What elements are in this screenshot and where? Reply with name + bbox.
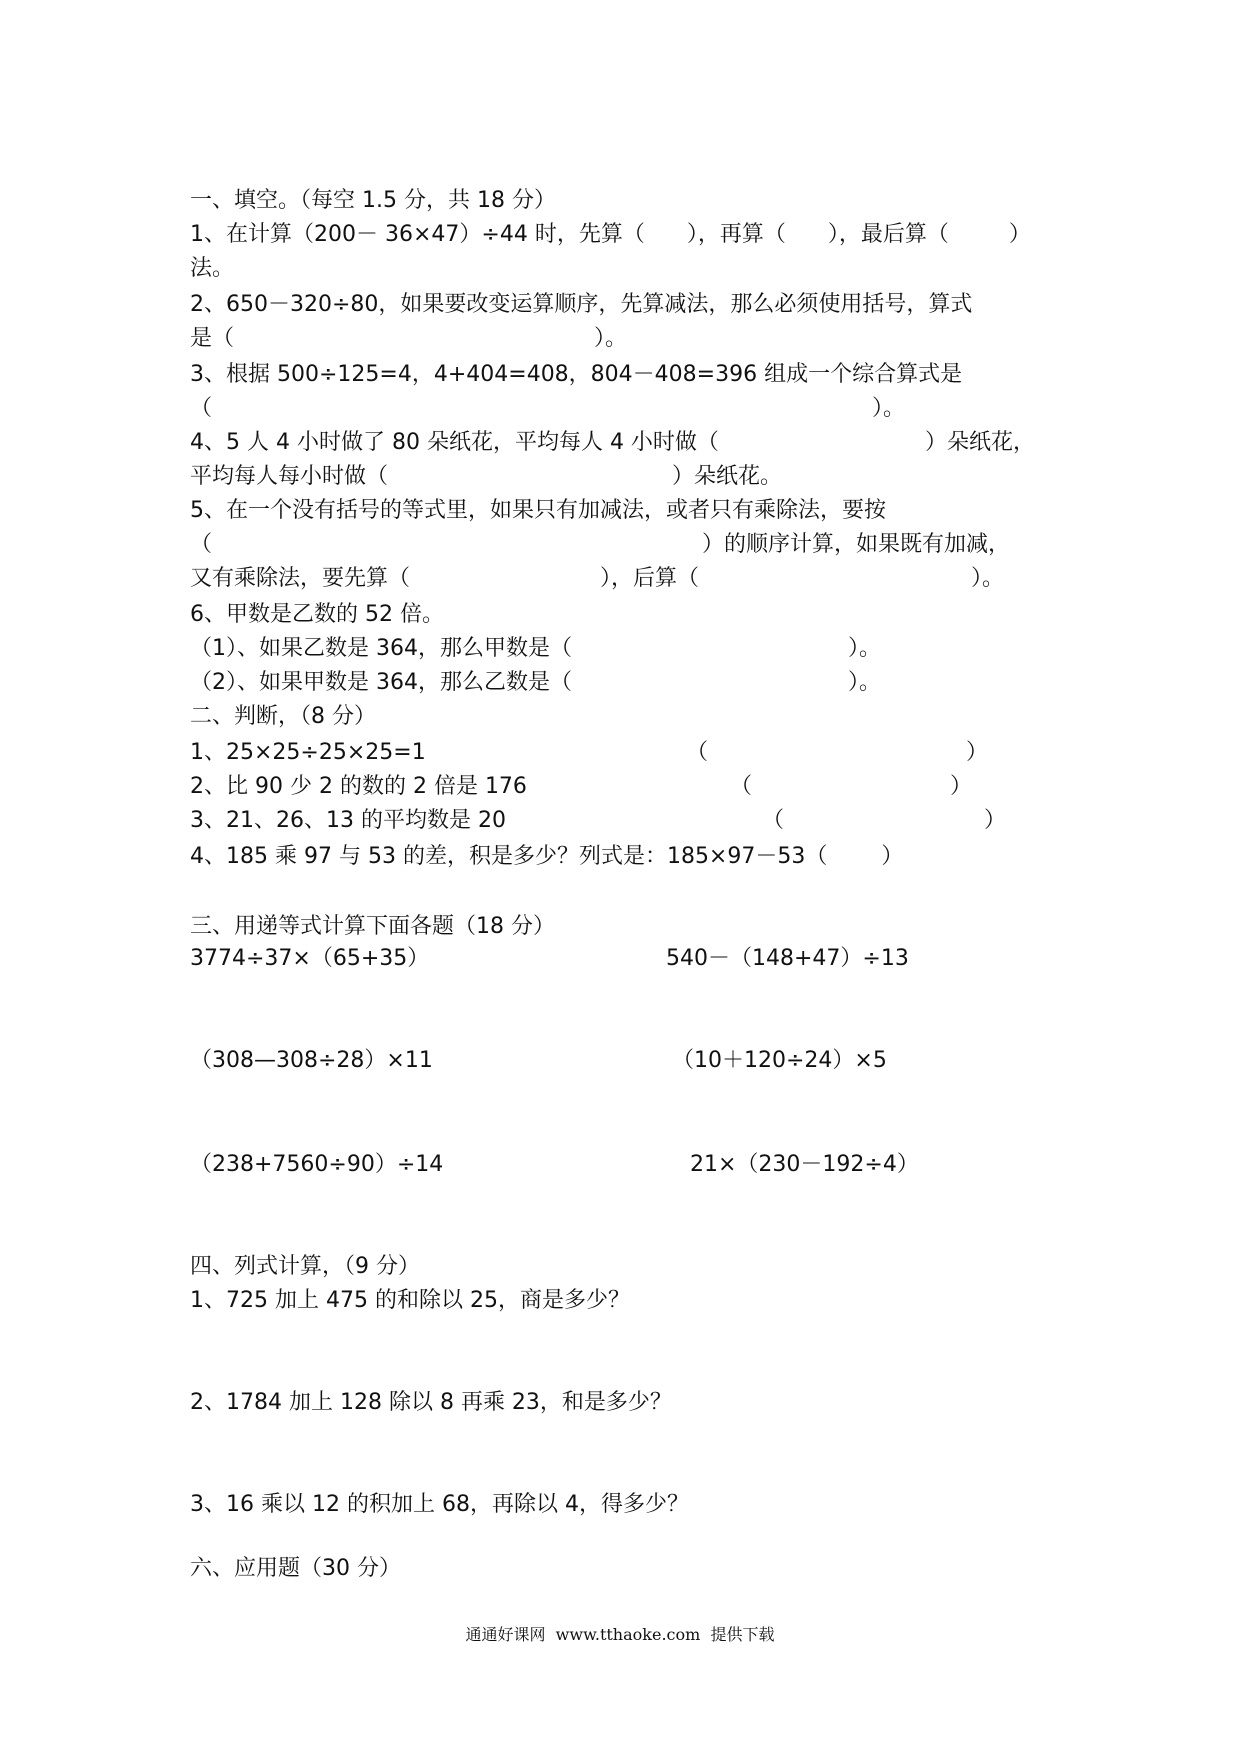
judge-item-2-close: ） <box>950 774 973 799</box>
list-calc-3: 3、16 乘以 12 的积加上 68，再除以 4，得多少？ <box>190 1492 689 1517</box>
q4-part-b: ）朵纸花， <box>924 430 1035 455</box>
q1-part-d: ） <box>1008 222 1031 247</box>
q1-line <box>190 220 1031 250</box>
judge-item-4-close: ） <box>881 844 904 869</box>
calc-problem-4: （10＋120÷24）×5 <box>672 1048 887 1073</box>
q4-part-a: 4、5 人 4 小时做了 80 朵纸花，平均每人 4 小时做（ <box>190 430 719 455</box>
q3-part-c: ）。 <box>872 396 906 421</box>
q4-part-c: 平均每人每小时做（ <box>190 464 389 489</box>
q1-part-c: ），最后算（ <box>827 222 949 247</box>
q1-part-b: ），再算（ <box>686 222 786 247</box>
calc-problem-3: （308—308÷28）×11 <box>190 1048 433 1073</box>
q5-line: 5、在一个没有括号的等式里，如果只有加减法，或者只有乘除法，要按 <box>190 498 886 523</box>
q6-sub-2-text: （2）、如果甲数是 364，那么乙数是（ <box>190 670 572 695</box>
q4-line-2 <box>190 462 782 492</box>
q2-part-c: ）。 <box>594 326 628 351</box>
q4-line <box>190 428 1035 458</box>
list-calc-2: 2、1784 加上 128 除以 8 再乘 23，和是多少？ <box>190 1390 672 1415</box>
q5-part-e: ），后算（ <box>600 566 700 591</box>
q2-line-2 <box>190 324 627 354</box>
judge-item-2: 2、比 90 少 2 的数的 2 倍是 176 <box>190 774 527 799</box>
judge-item-4-text: 4、185 乘 97 与 53 的差，积是多少？列式是：185×97－53（ <box>190 844 828 869</box>
judge-item-1-close: ） <box>966 740 989 765</box>
calc-problem-6: 21×（230－192÷4） <box>690 1152 919 1177</box>
q5-part-d: 又有乘除法，要先算（ <box>190 566 411 591</box>
q3-line: 3、根据 500÷125=4，4+404=408，804－408=396 组成一个综合算式是 <box>190 362 963 387</box>
q4-part-d: ）朵纸花。 <box>672 464 783 489</box>
list-calc-1: 1、725 加上 475 的和除以 25，商是多少？ <box>190 1288 630 1313</box>
judge-item-3-close: ） <box>984 808 1007 833</box>
judge-item-1: 1、25×25÷25×25=1 <box>190 740 426 765</box>
section-3-title: 三、用递等式计算下面各题（18 分） <box>190 914 555 939</box>
q5-part-f: ）。 <box>971 566 1005 591</box>
q1-line-2: 法。 <box>190 256 235 281</box>
calc-problem-1: 3774÷37×（65+35） <box>190 946 430 971</box>
section-2-title: 二、判断，（8 分） <box>190 704 376 729</box>
judge-item-3-open: （ <box>762 808 785 833</box>
q5-line-3 <box>190 564 1004 594</box>
judge-item-4 <box>190 842 903 872</box>
q5-line-2 <box>190 530 1010 560</box>
q2-line: 2、650－320÷80，如果要改变运算顺序，先算减法，那么必须使用括号，算式 <box>190 292 973 317</box>
calc-problem-2: 540－（148+47）÷13 <box>666 946 909 971</box>
q2-part-b: 是（ <box>190 326 235 351</box>
page-footer: 通通好课网 www.tthaoke.com 提供下载 <box>465 1625 775 1644</box>
q6-sub-1-text: （1）、如果乙数是 364，那么甲数是（ <box>190 636 572 661</box>
judge-item-1-open: （ <box>686 740 709 765</box>
section-6-title: 六、应用题（30 分） <box>190 1556 401 1581</box>
calc-problem-5: （238+7560÷90）÷14 <box>190 1152 444 1177</box>
q6-sub-1-close: ）。 <box>847 636 881 661</box>
q5-part-c: ）的顺序计算，如果既有加减， <box>702 532 1011 557</box>
q6-line: 6、甲数是乙数的 52 倍。 <box>190 602 444 627</box>
judge-item-2-open: （ <box>730 774 753 799</box>
q6-sub-2 <box>190 668 881 698</box>
q1-part-a: 1、在计算（200－ 36×47）÷44 时，先算（ <box>190 222 645 247</box>
section-1-title: 一、填空。（每空 1.5 分，共 18 分） <box>190 188 556 213</box>
q5-part-b: （ <box>190 532 213 557</box>
q3-line-2 <box>190 394 905 424</box>
section-4-title: 四、列式计算，（9 分） <box>190 1254 420 1279</box>
q3-part-b: （ <box>190 396 213 421</box>
q6-sub-2-close: ）。 <box>847 670 881 695</box>
q6-sub-1 <box>190 634 881 664</box>
judge-item-3: 3、21、26、13 的平均数是 20 <box>190 808 506 833</box>
